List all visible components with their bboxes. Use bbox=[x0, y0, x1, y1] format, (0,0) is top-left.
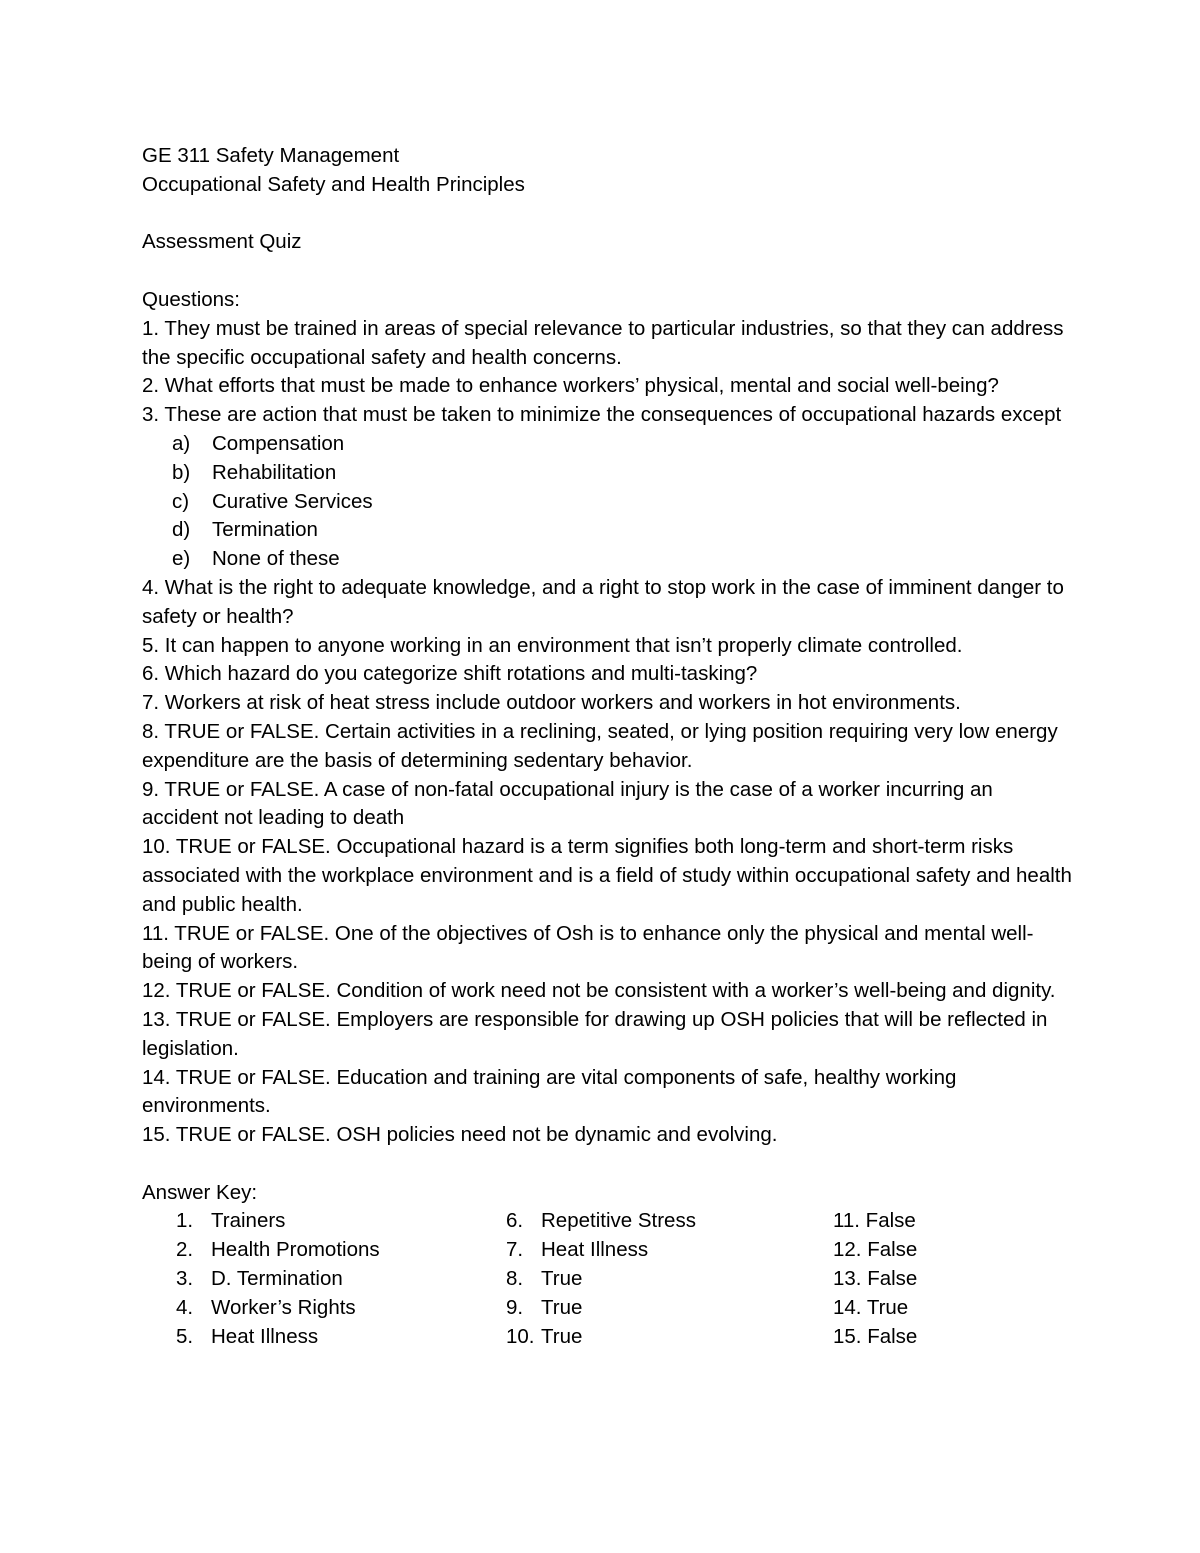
answer-item bbox=[506, 1265, 833, 1294]
answer-text: D. Termination bbox=[211, 1267, 343, 1291]
answer-item bbox=[506, 1207, 833, 1236]
question-item: 5. It can happen to anyone working in an environment that isn’t properly climate controlled. bbox=[142, 633, 963, 657]
answer-number: 4. bbox=[176, 1295, 194, 1319]
choice-item bbox=[172, 430, 1072, 459]
question-item: 6. Which hazard do you categorize shift rotations and multi-tasking? bbox=[142, 662, 758, 686]
answer-text: Health Promotions bbox=[211, 1238, 380, 1262]
questions-list bbox=[142, 315, 1072, 1150]
answer-key-grid bbox=[176, 1207, 1072, 1351]
answer-number: 6. bbox=[506, 1209, 524, 1233]
answer-key-heading: Answer Key: bbox=[142, 1180, 258, 1204]
question-item: 13. TRUE or FALSE. Employers are responsible for drawing up OSH policies that will be reflected in legislation. bbox=[142, 1007, 1048, 1060]
answer-item bbox=[176, 1236, 506, 1265]
choice-item bbox=[172, 516, 1072, 545]
document-page bbox=[142, 142, 1072, 1351]
choice-text: Compensation bbox=[212, 431, 345, 455]
answer-item: 12. False bbox=[833, 1238, 918, 1262]
answer-number: 7. bbox=[506, 1238, 524, 1262]
answer-item bbox=[176, 1207, 506, 1236]
choice-item bbox=[172, 459, 1072, 488]
answer-text: Repetitive Stress bbox=[541, 1209, 696, 1233]
document-subtitle: Occupational Safety and Health Principles bbox=[142, 172, 525, 196]
question-item: 7. Workers at risk of heat stress include outdoor workers and workers in hot environments. bbox=[142, 691, 961, 715]
choice-marker: d) bbox=[172, 518, 191, 542]
answer-text: Heat Illness bbox=[211, 1324, 319, 1348]
spacer bbox=[142, 1150, 1072, 1179]
question-item: 11. TRUE or FALSE. One of the objectives of Osh is to enhance only the physical and mental well-being of workers. bbox=[142, 921, 1034, 974]
answer-text: True bbox=[541, 1295, 583, 1319]
answer-item bbox=[506, 1294, 833, 1323]
answer-number: 5. bbox=[176, 1324, 194, 1348]
choice-item bbox=[172, 488, 1072, 517]
choice-marker: c) bbox=[172, 489, 190, 513]
question-item: 1. They must be trained in areas of special relevance to particular industries, so that they can address the specific occupational safety and health concerns. bbox=[142, 316, 1064, 369]
answer-text: Worker’s Rights bbox=[211, 1295, 356, 1319]
question-item: 12. TRUE or FALSE. Condition of work need not be consistent with a worker’s well-being and dignity. bbox=[142, 979, 1056, 1003]
question-item: 14. TRUE or FALSE. Education and training are vital components of safe, healthy working environments. bbox=[142, 1065, 957, 1118]
answer-text: Trainers bbox=[211, 1209, 286, 1233]
choice-marker: b) bbox=[172, 460, 191, 484]
choice-text: Termination bbox=[212, 518, 318, 542]
answer-number: 3. bbox=[176, 1267, 194, 1291]
answer-number: 9. bbox=[506, 1295, 524, 1319]
answer-item: 14. True bbox=[833, 1295, 909, 1319]
choice-item bbox=[172, 545, 1072, 574]
answer-item: 15. False bbox=[833, 1324, 918, 1348]
question-item: 8. TRUE or FALSE. Certain activities in a reclining, seated, or lying position requiring very low energy expenditure are the basis of determining sedentary behavior. bbox=[142, 719, 1058, 772]
answer-number: 10. bbox=[506, 1324, 535, 1348]
course-title: GE 311 Safety Management bbox=[142, 144, 400, 167]
answer-item bbox=[506, 1323, 833, 1352]
answer-text: True bbox=[541, 1324, 583, 1348]
answer-text: Heat Illness bbox=[541, 1238, 649, 1262]
answer-column-2 bbox=[506, 1207, 833, 1351]
answer-number: 1. bbox=[176, 1209, 194, 1233]
answer-column-1 bbox=[176, 1207, 506, 1351]
question-item: 2. What efforts that must be made to enhance workers’ physical, mental and social well-being? bbox=[142, 374, 999, 398]
choice-text: None of these bbox=[212, 547, 340, 571]
answer-item bbox=[176, 1323, 506, 1352]
answer-item bbox=[506, 1236, 833, 1265]
answer-item bbox=[176, 1265, 506, 1294]
question-item: 15. TRUE or FALSE. OSH policies need not be dynamic and evolving. bbox=[142, 1123, 778, 1147]
choice-marker: e) bbox=[172, 547, 191, 571]
question-item: 10. TRUE or FALSE. Occupational hazard is a term signifies both long-term and short-term risks associated with the workplace environment and is a field of study within occupational safety and health and public health. bbox=[142, 835, 1072, 916]
answer-item: 13. False bbox=[833, 1267, 918, 1291]
answer-number: 8. bbox=[506, 1267, 524, 1291]
question-item: 4. What is the right to adequate knowledge, and a right to stop work in the case of imminent danger to safety or health? bbox=[142, 575, 1064, 628]
document-type: Assessment Quiz bbox=[142, 230, 302, 254]
spacer bbox=[142, 257, 1072, 286]
answer-item: 11. False bbox=[833, 1209, 916, 1233]
answer-text: True bbox=[541, 1267, 583, 1291]
question-item: 3. These are action that must be taken to minimize the consequences of occupational hazards except bbox=[142, 403, 1062, 427]
question-item: 9. TRUE or FALSE. A case of non-fatal occupational injury is the case of a worker incurring an accident not leading to death bbox=[142, 777, 993, 830]
answer-number: 2. bbox=[176, 1238, 194, 1262]
spacer bbox=[142, 200, 1072, 229]
choice-text: Rehabilitation bbox=[212, 460, 337, 484]
choice-list bbox=[142, 430, 1072, 574]
answer-item bbox=[176, 1294, 506, 1323]
choice-marker: a) bbox=[172, 431, 191, 455]
questions-heading: Questions: bbox=[142, 287, 240, 311]
choice-text: Curative Services bbox=[212, 489, 373, 513]
answer-column-3 bbox=[833, 1207, 1033, 1351]
